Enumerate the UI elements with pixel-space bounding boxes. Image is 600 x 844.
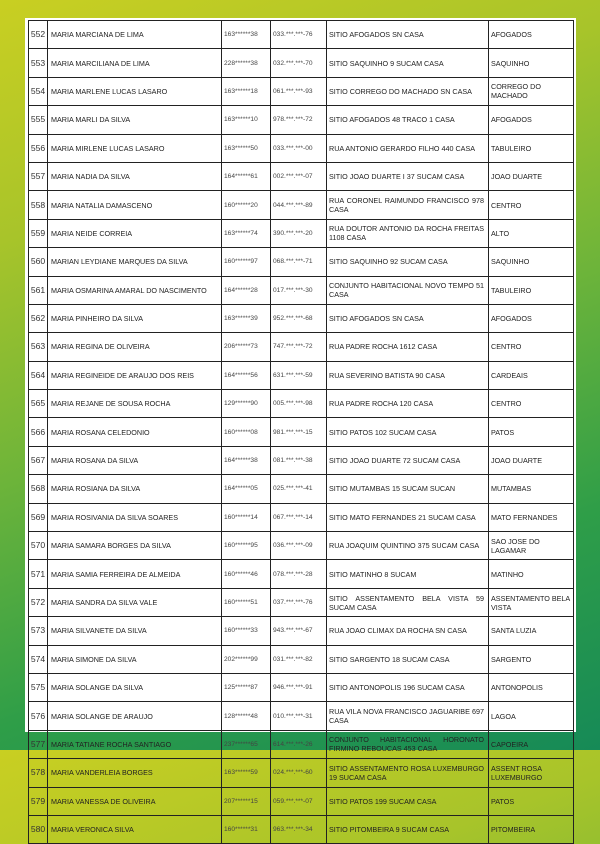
person-name-cell: MARIA ROSANA DA SILVA [48,446,222,474]
nis-number-cell: 164******28 [222,276,271,304]
locality-cell: AFOGADOS [489,21,574,49]
table-row [29,560,574,588]
nis-number-cell: 163******10 [222,106,271,134]
nis-number-cell: 163******39 [222,304,271,332]
locality-cell: JOAO DUARTE [489,446,574,474]
nis-number-cell: 206******73 [222,333,271,361]
row-number-cell: 575 [29,673,48,701]
address-cell: RUA JOAO CLIMAX DA ROCHA SN CASA [327,617,489,645]
row-number-cell: 562 [29,304,48,332]
person-name-cell: MARIA TATIANE ROCHA SANTIAGO [48,730,222,758]
nis-number-cell: 160******20 [222,191,271,219]
nis-number-cell: 129******90 [222,390,271,418]
address-cell: SITIO ASSENTAMENTO BELA VISTA 59 SUCAM CASA [327,588,489,616]
person-name-cell: MARIA ROSIVANIA DA SILVA SOARES [48,503,222,531]
person-name-cell: MARIA MARLI DA SILVA [48,106,222,134]
cpf-number-cell: 032.***.***-70 [271,49,327,77]
row-number-cell: 571 [29,560,48,588]
row-number-cell: 559 [29,219,48,247]
document-page [25,18,576,835]
cpf-number-cell: 614.***.***-26 [271,730,327,758]
person-name-cell: MARIA MARCILIANA DE LIMA [48,49,222,77]
address-cell: SITIO MATINHO 8 SUCAM [327,560,489,588]
cpf-number-cell: 963.***.***-34 [271,815,327,843]
row-number-cell: 555 [29,106,48,134]
row-number-cell: 564 [29,361,48,389]
locality-cell: CARDEAIS [489,361,574,389]
locality-cell: SAQUINHO [489,248,574,276]
row-number-cell: 578 [29,759,48,787]
table-row [29,617,574,645]
person-name-cell: MARIA VANDERLEIA BORGES [48,759,222,787]
row-number-cell: 567 [29,446,48,474]
cpf-number-cell: 081.***.***-38 [271,446,327,474]
table-row [29,304,574,332]
address-cell: RUA JOAQUIM QUINTINO 375 SUCAM CASA [327,532,489,560]
nis-number-cell: 160******97 [222,248,271,276]
person-name-cell: MARIA PINHEIRO DA SILVA [48,304,222,332]
nis-number-cell: 163******50 [222,134,271,162]
table-row [29,390,574,418]
nis-number-cell: 160******08 [222,418,271,446]
table-row [29,446,574,474]
person-name-cell: MARIA SOLANGE DA SILVA [48,673,222,701]
cpf-number-cell: 946.***.***-91 [271,673,327,701]
address-cell: SITIO PATOS 102 SUCAM CASA [327,418,489,446]
row-number-cell: 574 [29,645,48,673]
table-row [29,333,574,361]
row-number-cell: 577 [29,730,48,758]
locality-cell: CENTRO [489,191,574,219]
row-number-cell: 572 [29,588,48,616]
locality-cell: MUTAMBAS [489,475,574,503]
person-name-cell: MARIA NEIDE CORREIA [48,219,222,247]
person-name-cell: MARIA REJANE DE SOUSA ROCHA [48,390,222,418]
address-cell: SITIO JOAO DUARTE I 37 SUCAM CASA [327,162,489,190]
address-cell: SITIO MUTAMBAS 15 SUCAM SUCAN [327,475,489,503]
table-row [29,787,574,815]
table-row [29,106,574,134]
locality-cell: PITOMBEIRA [489,815,574,843]
row-number-cell: 558 [29,191,48,219]
locality-cell: ALTO [489,219,574,247]
locality-cell: SARGENTO [489,645,574,673]
table-row [29,815,574,843]
table-row [29,532,574,560]
nis-number-cell: 163******74 [222,219,271,247]
locality-cell: MATO FERNANDES [489,503,574,531]
address-cell: RUA DOUTOR ANTONIO DA ROCHA FREITAS 1108 CASA [327,219,489,247]
address-cell: CONJUNTO HABITACIONAL NOVO TEMPO 51 CASA [327,276,489,304]
address-cell: SITIO SAQUINHO 9 SUCAM CASA [327,49,489,77]
table-row [29,503,574,531]
row-number-cell: 580 [29,815,48,843]
row-number-cell: 563 [29,333,48,361]
cpf-number-cell: 002.***.***-07 [271,162,327,190]
table-row [29,219,574,247]
table-row [29,475,574,503]
person-name-cell: MARIA SOLANGE DE ARAUJO [48,702,222,730]
cpf-number-cell: 059.***.***-07 [271,787,327,815]
address-cell: SITIO AFOGADOS SN CASA [327,21,489,49]
address-cell: RUA PADRE ROCHA 1612 CASA [327,333,489,361]
nis-number-cell: 160******14 [222,503,271,531]
locality-cell: CAPOEIRA [489,730,574,758]
row-number-cell: 560 [29,248,48,276]
locality-cell: SANTA LUZIA [489,617,574,645]
address-cell: RUA SEVERINO BATISTA 90 CASA [327,361,489,389]
locality-cell: CENTRO [489,333,574,361]
person-name-cell: MARIA SIMONE DA SILVA [48,645,222,673]
cpf-number-cell: 031.***.***-82 [271,645,327,673]
nis-number-cell: 207******15 [222,787,271,815]
locality-cell: SAQUINHO [489,49,574,77]
address-cell: SITIO CORREGO DO MACHADO SN CASA [327,77,489,105]
nis-number-cell: 163******38 [222,21,271,49]
row-number-cell: 552 [29,21,48,49]
locality-cell: CENTRO [489,390,574,418]
locality-cell: ASSENT ROSA LUXEMBURGO [489,759,574,787]
table-row [29,134,574,162]
row-number-cell: 569 [29,503,48,531]
cpf-number-cell: 024.***.***-60 [271,759,327,787]
address-cell: SITIO SAQUINHO 92 SUCAM CASA [327,248,489,276]
row-number-cell: 576 [29,702,48,730]
locality-cell: TABULEIRO [489,276,574,304]
table-row [29,49,574,77]
person-name-cell: MARIA MARLENE LUCAS LASARO [48,77,222,105]
locality-cell: CORREGO DO MACHADO [489,77,574,105]
person-name-cell: MARIA ROSIANA DA SILVA [48,475,222,503]
row-number-cell: 561 [29,276,48,304]
row-number-cell: 553 [29,49,48,77]
person-name-cell: MARIA NATALIA DAMASCENO [48,191,222,219]
nis-number-cell: 160******46 [222,560,271,588]
locality-cell: AFOGADOS [489,106,574,134]
table-row [29,162,574,190]
table-row [29,418,574,446]
nis-number-cell: 160******33 [222,617,271,645]
cpf-number-cell: 631.***.***-59 [271,361,327,389]
row-number-cell: 554 [29,77,48,105]
address-cell: RUA VILA NOVA FRANCISCO JAGUARIBE 697 CASA [327,702,489,730]
table-row [29,730,574,758]
person-name-cell: MARIA OSMARINA AMARAL DO NASCIMENTO [48,276,222,304]
nis-number-cell: 163******59 [222,759,271,787]
address-cell: SITIO JOAO DUARTE 72 SUCAM CASA [327,446,489,474]
person-name-cell: MARIA ROSANA CELEDONIO [48,418,222,446]
locality-cell: JOAO DUARTE [489,162,574,190]
table-row [29,588,574,616]
cpf-number-cell: 078.***.***-28 [271,560,327,588]
address-cell: SITIO ASSENTAMENTO ROSA LUXEMBURGO 19 SUCAM CASA [327,759,489,787]
person-name-cell: MARIAN LEYDIANE MARQUES DA SILVA [48,248,222,276]
person-name-cell: MARIA SANDRA DA SILVA VALE [48,588,222,616]
table-row [29,361,574,389]
person-name-cell: MARIA NADIA DA SILVA [48,162,222,190]
cpf-number-cell: 044.***.***-89 [271,191,327,219]
nis-number-cell: 237******65 [222,730,271,758]
row-number-cell: 570 [29,532,48,560]
person-name-cell: MARIA REGINA DE OLIVEIRA [48,333,222,361]
cpf-number-cell: 943.***.***-67 [271,617,327,645]
address-cell: RUA PADRE ROCHA 120 CASA [327,390,489,418]
nis-number-cell: 164******05 [222,475,271,503]
nis-number-cell: 128******48 [222,702,271,730]
table-row [29,759,574,787]
locality-cell: MATINHO [489,560,574,588]
row-number-cell: 579 [29,787,48,815]
address-cell: SITIO PATOS 199 SUCAM CASA [327,787,489,815]
locality-cell: LAGOA [489,702,574,730]
cpf-number-cell: 017.***.***-30 [271,276,327,304]
nis-number-cell: 160******31 [222,815,271,843]
person-name-cell: MARIA SAMARA BORGES DA SILVA [48,532,222,560]
cpf-number-cell: 036.***.***-09 [271,532,327,560]
nis-number-cell: 160******51 [222,588,271,616]
address-cell: SITIO AFOGADOS SN CASA [327,304,489,332]
table-row [29,248,574,276]
locality-cell: SAO JOSE DO LAGAMAR [489,532,574,560]
cpf-number-cell: 005.***.***-98 [271,390,327,418]
table-row [29,191,574,219]
locality-cell: PATOS [489,418,574,446]
person-name-cell: MARIA MARCIANA DE LIMA [48,21,222,49]
cpf-number-cell: 033.***.***-76 [271,21,327,49]
address-cell: SITIO AFOGADOS 48 TRACO 1 CASA [327,106,489,134]
cpf-number-cell: 037.***.***-76 [271,588,327,616]
nis-number-cell: 164******38 [222,446,271,474]
cpf-number-cell: 067.***.***-14 [271,503,327,531]
address-cell: RUA ANTONIO GERARDO FILHO 440 CASA [327,134,489,162]
address-cell: SITIO MATO FERNANDES 21 SUCAM CASA [327,503,489,531]
person-name-cell: MARIA VERONICA SILVA [48,815,222,843]
person-name-cell: MARIA SAMIA FERREIRA DE ALMEIDA [48,560,222,588]
cpf-number-cell: 978.***.***-72 [271,106,327,134]
beneficiary-table [28,20,574,844]
address-cell: SITIO ANTONOPOLIS 196 SUCAM CASA [327,673,489,701]
row-number-cell: 565 [29,390,48,418]
row-number-cell: 557 [29,162,48,190]
person-name-cell: MARIA REGINEIDE DE ARAUJO DOS REIS [48,361,222,389]
nis-number-cell: 125******87 [222,673,271,701]
cpf-number-cell: 068.***.***-71 [271,248,327,276]
locality-cell: ASSENTAMENTO BELA VISTA [489,588,574,616]
cpf-number-cell: 061.***.***-93 [271,77,327,105]
cpf-number-cell: 033.***.***-00 [271,134,327,162]
cpf-number-cell: 747.***.***-72 [271,333,327,361]
table-row [29,21,574,49]
cpf-number-cell: 981.***.***-15 [271,418,327,446]
address-cell: SITIO PITOMBEIRA 9 SUCAM CASA [327,815,489,843]
table-row [29,77,574,105]
person-name-cell: MARIA SILVANETE DA SILVA [48,617,222,645]
locality-cell: TABULEIRO [489,134,574,162]
cpf-number-cell: 025.***.***-41 [271,475,327,503]
cpf-number-cell: 952.***.***-68 [271,304,327,332]
row-number-cell: 556 [29,134,48,162]
nis-number-cell: 228******38 [222,49,271,77]
address-cell: RUA CORONEL RAIMUNDO FRANCISCO 978 CASA [327,191,489,219]
table-row [29,645,574,673]
table-row [29,276,574,304]
person-name-cell: MARIA MIRLENE LUCAS LASARO [48,134,222,162]
nis-number-cell: 163******18 [222,77,271,105]
nis-number-cell: 164******56 [222,361,271,389]
row-number-cell: 568 [29,475,48,503]
locality-cell: PATOS [489,787,574,815]
nis-number-cell: 202******99 [222,645,271,673]
row-number-cell: 573 [29,617,48,645]
cpf-number-cell: 390.***.***-20 [271,219,327,247]
person-name-cell: MARIA VANESSA DE OLIVEIRA [48,787,222,815]
row-number-cell: 566 [29,418,48,446]
locality-cell: AFOGADOS [489,304,574,332]
cpf-number-cell: 010.***.***-31 [271,702,327,730]
address-cell: CONJUNTO HABITACIONAL HORONATO FIRMINO REBOUCAS 453 CASA [327,730,489,758]
locality-cell: ANTONOPOLIS [489,673,574,701]
address-cell: SITIO SARGENTO 18 SUCAM CASA [327,645,489,673]
table-row [29,702,574,730]
nis-number-cell: 160******95 [222,532,271,560]
nis-number-cell: 164******61 [222,162,271,190]
table-row [29,673,574,701]
